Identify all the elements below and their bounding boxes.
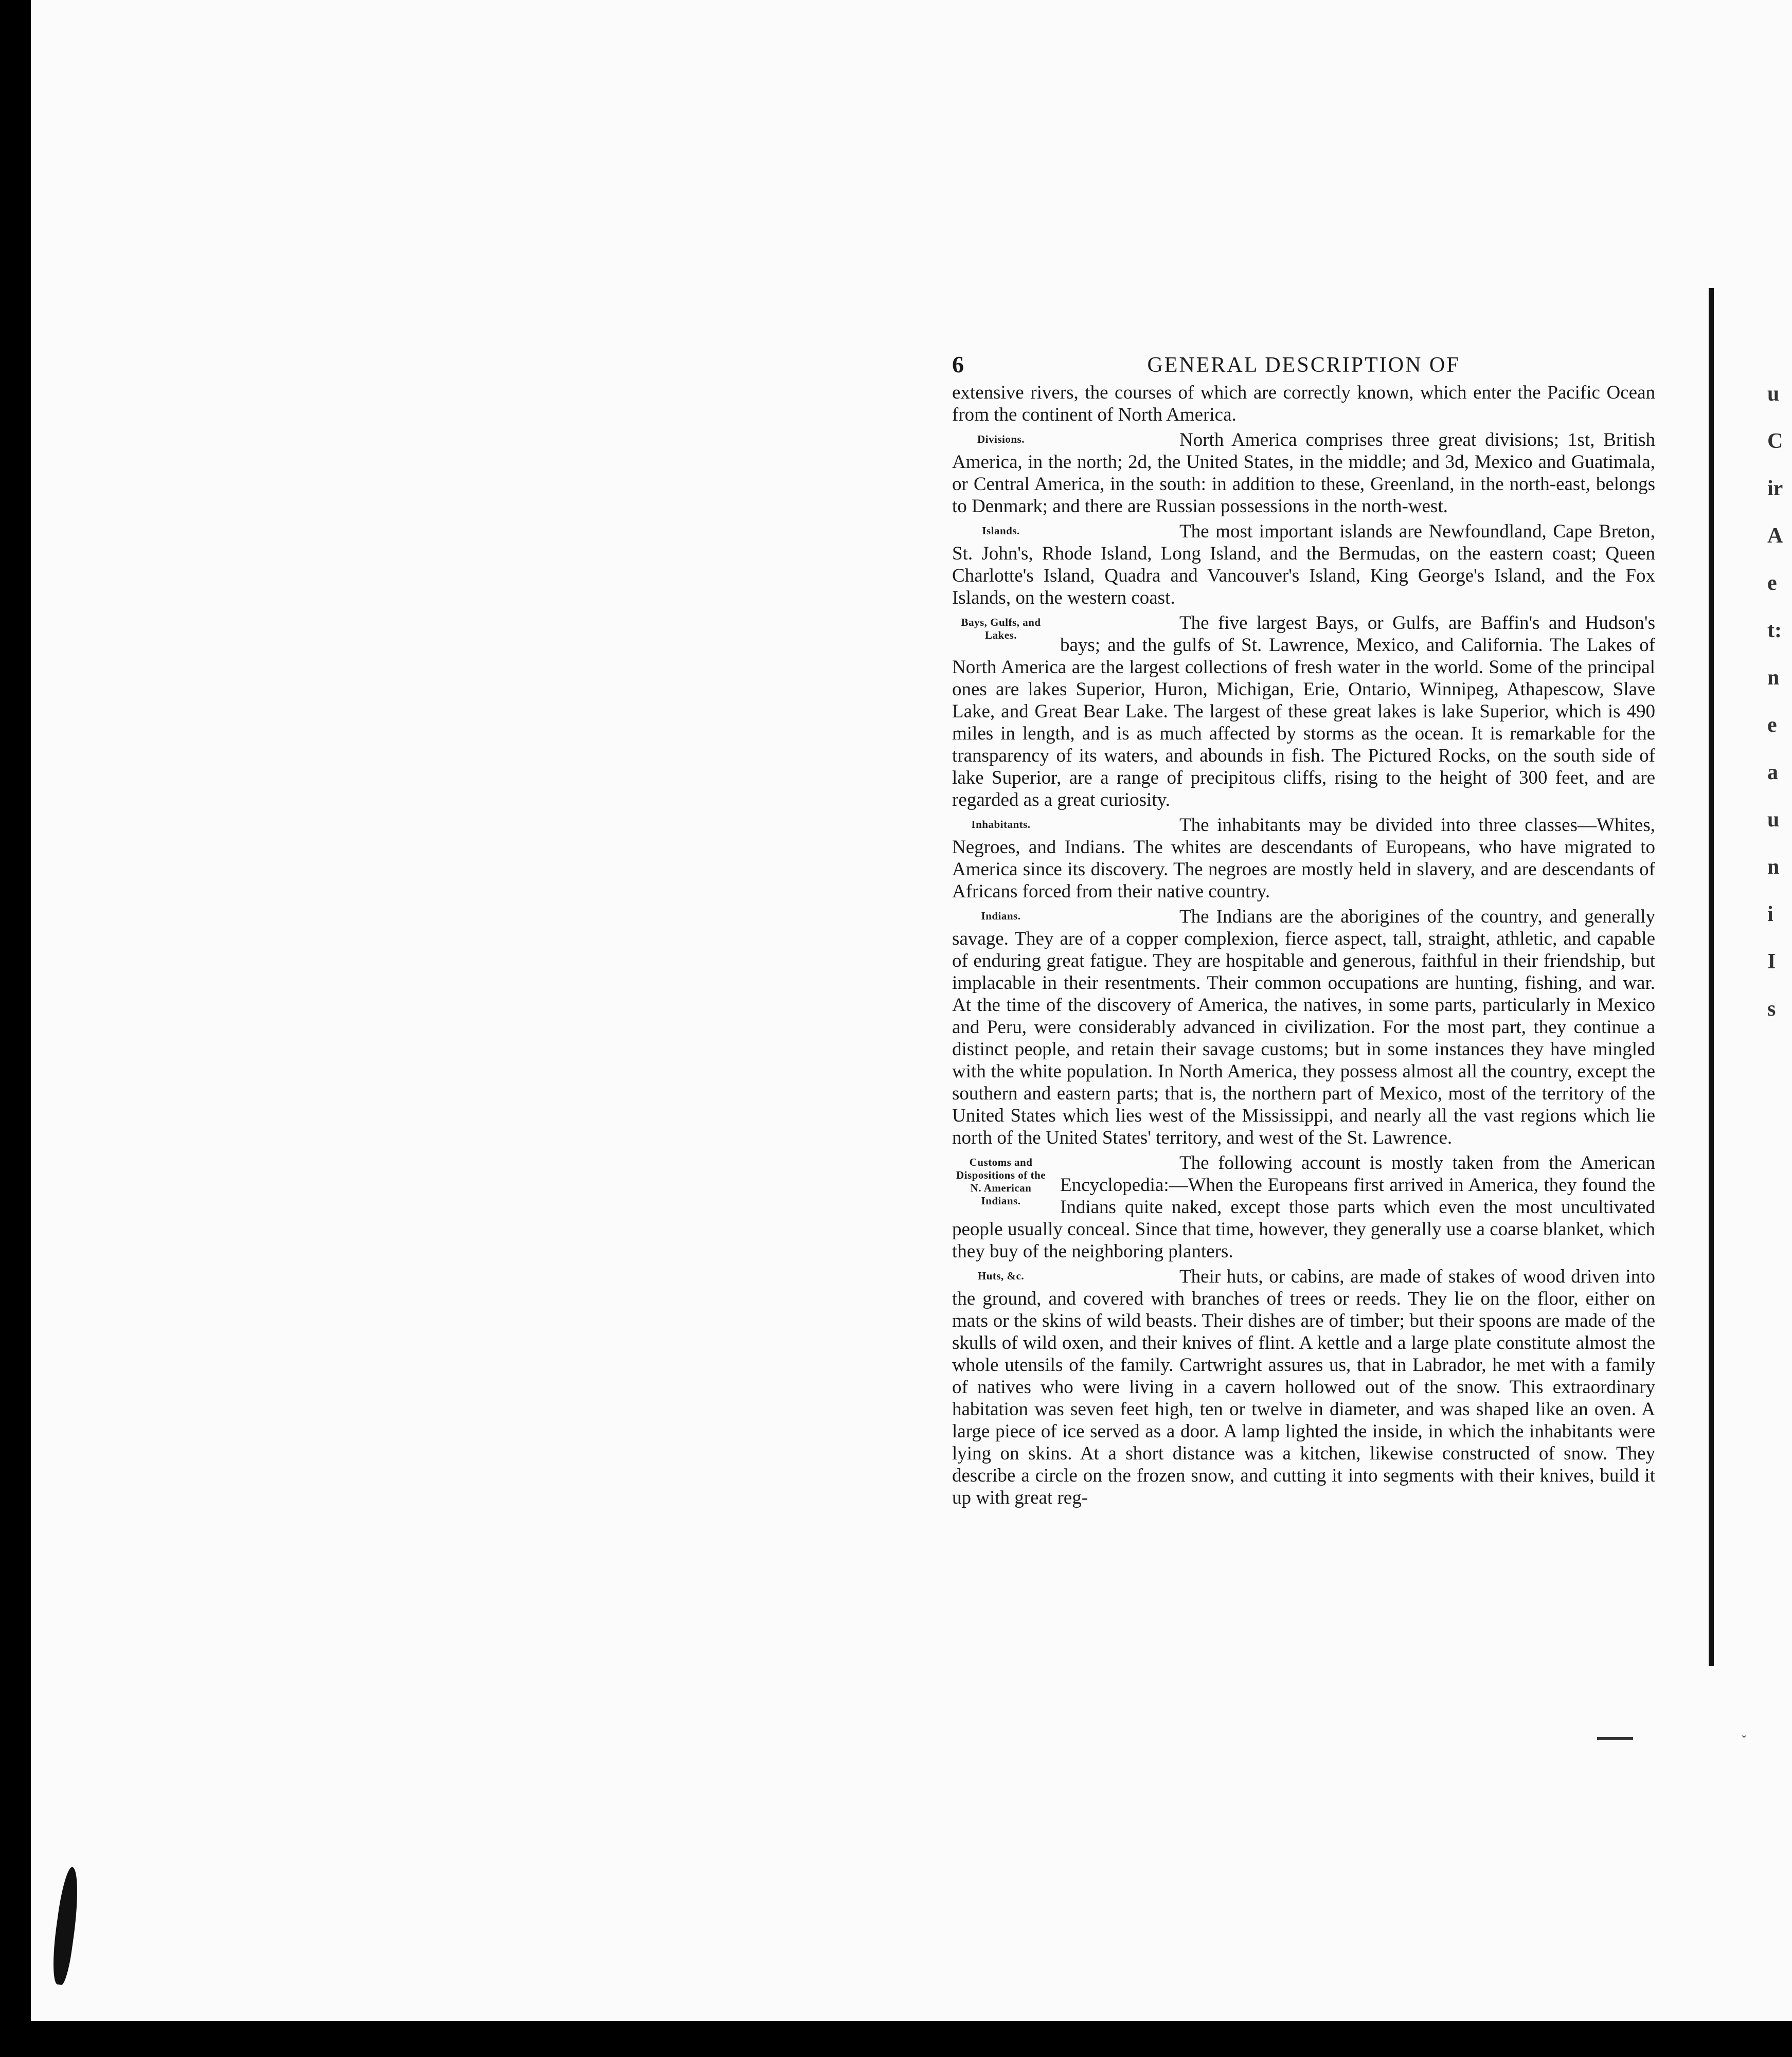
section-islands: [952, 520, 1655, 609]
edge-letter: A: [1767, 524, 1783, 548]
edge-letter: u: [1767, 382, 1780, 406]
section-huts: [952, 1266, 1655, 1509]
section-text: The five largest Bays, or Gulfs, are Baffin's and Hudson's bays; and the gulfs of St. Lawrence, Mexico, and California. The Lakes of North America are the largest collections of fresh water in the world. Some of the principal ones are lakes Superior, Huron, Michigan, Erie, Ontario, Winnipeg, Athapescow, Slave Lake, and Great Bear Lake. The largest of these great lakes is lake Superior, which is 490 miles in length, and is as much affected by storms as the ocean. It is remarkable for the transparency of its waters, and abounds in fish. The Pictured Rocks, on the south side of lake Superior, are a range of precipitous cliffs, rising to the height of 300 feet, and are regarded as a great curiosity.: [952, 612, 1655, 810]
edge-letter: t:: [1767, 619, 1782, 642]
edge-letter: e: [1767, 571, 1777, 595]
section-text: The most important islands are Newfoundland, Cape Breton, St. John's, Rhode Island, Long Island, and the Bermudas, on the eastern coast; Queen Charlotte's Island, Quadra and Vancouver's Island, King George's Island, and the Fox Islands, on the western coast.: [952, 521, 1655, 608]
side-note: Indians.: [981, 910, 1021, 922]
section-divisions: [952, 429, 1655, 517]
section-inhabitants: [952, 814, 1655, 903]
opening-paragraph: extensive rivers, the courses of which are correctly known, which enter the Pacific Ocean from the continent of North America.: [952, 382, 1655, 425]
side-note: Customs and Dispositions of the N. American Indians.: [956, 1156, 1046, 1207]
side-note: Bays, Gulfs, and Lakes.: [961, 616, 1041, 641]
edge-letter: I: [1767, 950, 1776, 973]
section-text: North America comprises three great divisions; 1st, British America, in the north; 2d, the United States, in the middle; and 3d, Mexico and Guatimala, or Central America, in the south: in addition to these, Greenland, in the north-east, belongs to Denmark; and there are Russian possessions in the north-west.: [952, 429, 1655, 517]
running-head-title: GENERAL DESCRIPTION OF: [1147, 353, 1460, 377]
book-page: [952, 346, 1655, 1509]
section-text: The following account is mostly taken from the American Encyclopedia:—When the Europeans first arrived in America, they found the Indians quite naked, except those parts which even the most uncultivated people usually conceal. Since that time, however, they generally use a coarse blanket, which they buy of the neighboring planters.: [952, 1152, 1655, 1262]
section-text: The Indians are the aborigines of the country, and generally savage. They are of a copper complexion, fierce aspect, tall, straight, athletic, and capable of enduring great fatigue. They are hospitable and generous, faithful in their friendship, but implacable in their resentments. Their common occupations are hunting, fishing, and war. At the time of the discovery of America, the natives, in some parts, particularly in Mexico and Peru, were considerably advanced in civilization. For the most part, they continue a distinct people, and retain their savage customs; but in some instances they have mingled with the white population. In North America, they possess almost all the country, except the southern and eastern parts; that is, the northern part of Mexico, most of the territory of the United States which lies west of the Mississippi, and nearly all the vast regions which lie north of the United States' territory, and west of the St. Lawrence.: [952, 906, 1655, 1148]
section-customs: [952, 1152, 1655, 1262]
edge-letter: u: [1767, 808, 1780, 832]
side-note: Inhabitants.: [971, 818, 1031, 831]
edge-letter: s: [1767, 997, 1776, 1021]
section-text: The inhabitants may be divided into three classes—Whites, Negroes, and Indians. The whites are descendants of Europeans, who have migrated to America since its discovery. The negroes are mostly held in slavery, and are descendants of Africans forced from their native country.: [952, 815, 1655, 902]
bottom-rule-mark: [1597, 1737, 1633, 1740]
edge-letter: e: [1767, 713, 1777, 737]
edge-letter: a: [1767, 761, 1778, 784]
edge-letter: ir: [1767, 477, 1783, 500]
page-number: 6: [952, 351, 965, 377]
edge-letter: n: [1767, 666, 1780, 690]
next-page-edge: [1767, 370, 1792, 1033]
side-note: Islands.: [982, 525, 1020, 537]
side-note: Divisions.: [977, 433, 1025, 445]
gutter-rule: [1709, 288, 1714, 1666]
section-text: Their huts, or cabins, are made of stakes of wood driven into the ground, and covered with branches of trees or reeds. They lie on the floor, either on mats or the skins of wild beasts. Their dishes are of timber; but their spoons are made of the skulls of wild oxen, and their knives of flint. A kettle and a large plate constitute almost the whole utensils of the family. Cartwright assures us, that in Labrador, he met with a family of natives who were living in a cavern hollowed out of the snow. This extraordinary habitation was seven feet high, ten or twelve in diameter, and was shaped like an oven. A large piece of ice served as a door. A lamp lighted the inside, in which the inhabitants were lying on skins. At a short distance was a kitchen, likewise constructed of snow. They describe a circle on the frozen snow, and cutting it into segments with their knives, build it up with great reg-: [952, 1266, 1655, 1508]
side-note: Huts, &c.: [977, 1270, 1025, 1282]
edge-letter: C: [1767, 429, 1783, 453]
corner-tick-mark: ˇ: [1742, 1733, 1747, 1749]
edge-letter: n: [1767, 855, 1780, 879]
section-indians: [952, 906, 1655, 1149]
edge-letter: i: [1767, 903, 1773, 926]
section-bays-gulfs-lakes: [952, 612, 1655, 811]
running-head: [952, 346, 1655, 382]
